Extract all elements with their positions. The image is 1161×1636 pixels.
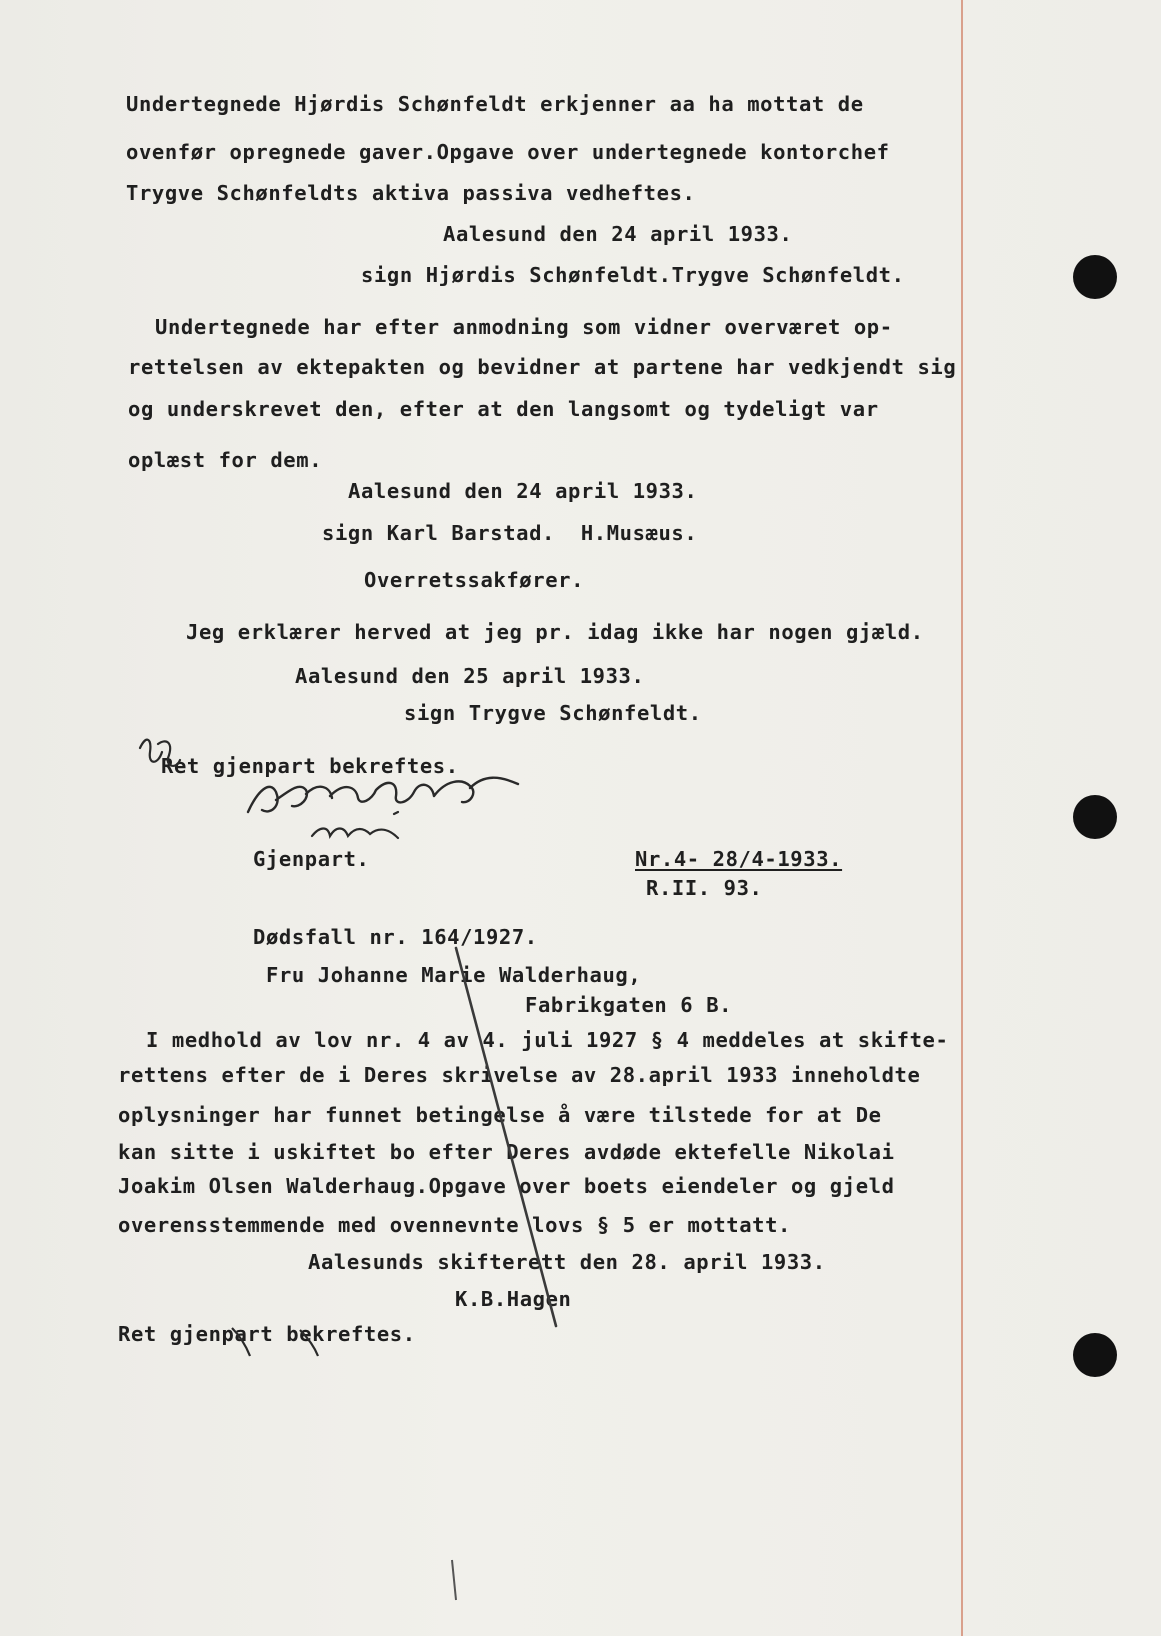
addressee-name: Fru Johanne Marie Walderhaug, xyxy=(266,963,642,987)
text-line: oplæst for dem. xyxy=(128,448,323,472)
judge-signature: K.B.Hagen xyxy=(455,1287,572,1311)
signature-subscript-icon xyxy=(312,812,398,838)
gjenpart-label: Gjenpart. xyxy=(253,847,370,871)
certification-line: Ret gjenpart bekreftes. xyxy=(161,754,459,778)
text-line: Undertegnede har efter anmodning som vidner overværet op- xyxy=(155,315,893,339)
case-number: Nr.4- 28/4-1933. xyxy=(635,847,843,871)
date-line: Aalesund den 24 april 1933. xyxy=(443,222,793,246)
text-line: rettelsen av ektepakten og bevidner at partene har vedkjendt sig xyxy=(128,355,957,379)
text-line: Undertegnede Hjørdis Schønfeldt erkjenner aa ha mottat de xyxy=(126,92,864,116)
certification-line: Ret gjenpart bekreftes. xyxy=(118,1322,416,1346)
text-line: rettens efter de i Deres skrivelse av 28.april 1933 inneholdte xyxy=(118,1063,921,1087)
pencil-mark-icon xyxy=(452,1560,456,1600)
text-line: oplysninger har funnet betingelse å være tilstede for at De xyxy=(118,1103,882,1127)
text-line: Joakim Olsen Walderhaug.Opgave over boets eiendeler og gjeld xyxy=(118,1174,895,1198)
signature-line: sign Hjørdis Schønfeldt.Trygve Schønfeldt. xyxy=(361,263,905,287)
register-reference: R.II. 93. xyxy=(646,876,763,900)
date-line: Aalesund den 24 april 1933. xyxy=(348,479,698,503)
signature-line: sign Trygve Schønfeldt. xyxy=(404,701,702,725)
addressee-street: Fabrikgaten 6 B. xyxy=(525,993,733,1017)
text-line: ovenfør opregnede gaver.Opgave over undertegnede kontorchef xyxy=(126,140,890,164)
diagonal-stroke-icon xyxy=(456,948,556,1326)
text-line: I medhold av lov nr. 4 av 4. juli 1927 § 4 meddeles at skifte- xyxy=(146,1028,949,1052)
date-line: Aalesunds skifterett den 28. april 1933. xyxy=(308,1250,826,1274)
check-mark-icon xyxy=(300,1330,318,1356)
check-mark-icon xyxy=(232,1328,250,1356)
signature-line: sign Karl Barstad. H.Musæus. xyxy=(322,521,698,545)
text-line: kan sitte i uskiftet bo efter Deres avdøde ektefelle Nikolai xyxy=(118,1140,895,1164)
signature-scribble-icon xyxy=(248,778,518,812)
title-line: Overretssakfører. xyxy=(364,568,585,592)
text-line: overensstemmende med ovennevnte lovs § 5 er mottatt. xyxy=(118,1213,791,1237)
text-line: Jeg erklærer herved at jeg pr. idag ikke har nogen gjæld. xyxy=(186,620,924,644)
text-line: og underskrevet den, efter at den langsomt og tydeligt var xyxy=(128,397,879,421)
case-title: Dødsfall nr. 164/1927. xyxy=(253,925,538,949)
text-line: Trygve Schønfeldts aktiva passiva vedheftes. xyxy=(126,181,696,205)
date-line: Aalesund den 25 april 1933. xyxy=(295,664,645,688)
initials-mark-icon xyxy=(140,740,180,766)
